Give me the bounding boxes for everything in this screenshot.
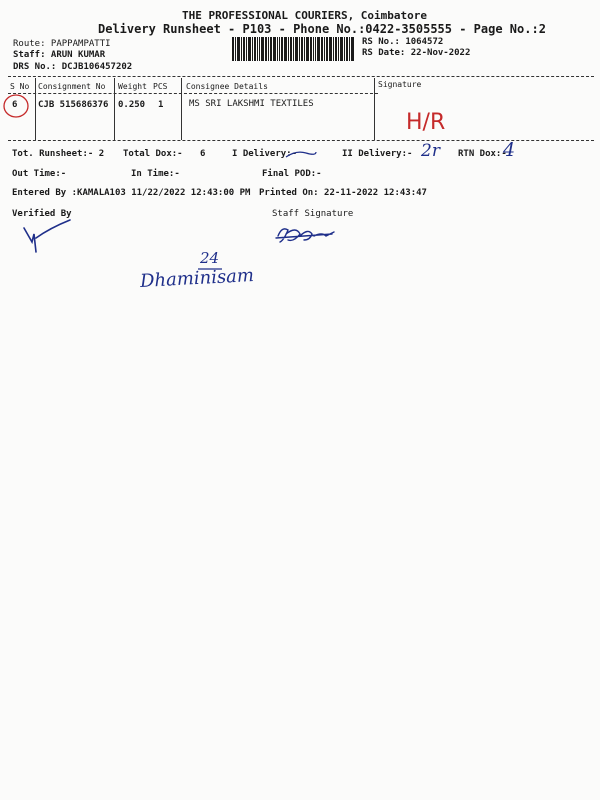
drs-number: DRS No.: DCJB106457202 <box>13 62 133 72</box>
column-divider <box>374 78 375 140</box>
col-header-sno: S No <box>10 82 30 91</box>
runsheet-title: Delivery Runsheet - P103 - Phone No.:0422-3505555 - Page No.:2 <box>98 22 546 36</box>
column-divider <box>35 78 36 140</box>
table-top-rule <box>8 76 594 77</box>
table-header-rule <box>8 93 378 94</box>
i-delivery-label: I Delivery:- <box>232 149 298 159</box>
rs-number: RS No.: 1064572 <box>362 37 444 47</box>
handwritten-name: Dhaminisam <box>139 265 255 292</box>
final-pod: Final POD:- <box>262 169 322 179</box>
total-dox-label: Total Dox:- <box>123 149 183 159</box>
row-signature-handwritten: H/R <box>406 110 446 135</box>
entered-by: Entered By :KAMALA103 11/22/2022 12:43:00 PM <box>12 188 251 198</box>
row-sno: 6 <box>12 100 18 110</box>
pen-stroke <box>284 148 318 160</box>
staff-signature-label: Staff Signature <box>272 209 354 219</box>
tot-runsheet: Tot. Runsheet:- 2 <box>12 149 105 159</box>
handwritten-count: 24 <box>200 249 220 267</box>
out-time: Out Time:- <box>12 169 67 179</box>
row-consignment: CJB 515686376 <box>38 100 109 110</box>
col-header-consignee: Consignee Details <box>186 82 268 91</box>
ii-delivery-label: II Delivery:- <box>342 149 413 159</box>
col-header-signature: Signature <box>378 80 422 89</box>
company-title: THE PROFESSIONAL COURIERS, Coimbatore <box>182 9 428 22</box>
col-header-weight: Weight <box>118 82 147 91</box>
row-consignee: MS SRI LAKSHMI TEXTILES <box>189 99 314 109</box>
column-divider <box>181 78 182 140</box>
row-pcs: 1 <box>158 100 164 110</box>
rtn-dox-handwritten: 4 <box>503 139 516 161</box>
col-header-consignment: Consignment No <box>38 82 106 91</box>
staff-text: Staff: ARUN KUMAR <box>13 50 106 60</box>
total-dox-value: 6 <box>200 149 206 159</box>
printed-on: Printed On: 22-11-2022 12:43:47 <box>259 188 427 198</box>
staff-signature <box>274 222 338 246</box>
in-time: In Time:- <box>131 169 180 179</box>
row-weight: 0.250 <box>118 100 146 110</box>
ii-delivery-handwritten: 2r <box>421 141 440 161</box>
circle-mark <box>2 93 30 119</box>
rs-date: RS Date: 22-Nov-2022 <box>362 48 471 58</box>
verified-by-label: Verified By <box>12 209 72 219</box>
route-text: Route: PAPPAMPATTI <box>13 39 111 49</box>
rtn-dox-label: RTN Dox:- <box>458 149 507 159</box>
verified-signature <box>20 214 76 256</box>
column-divider <box>114 78 115 140</box>
barcode-image <box>232 37 354 61</box>
col-header-pcs: PCS <box>153 82 168 91</box>
